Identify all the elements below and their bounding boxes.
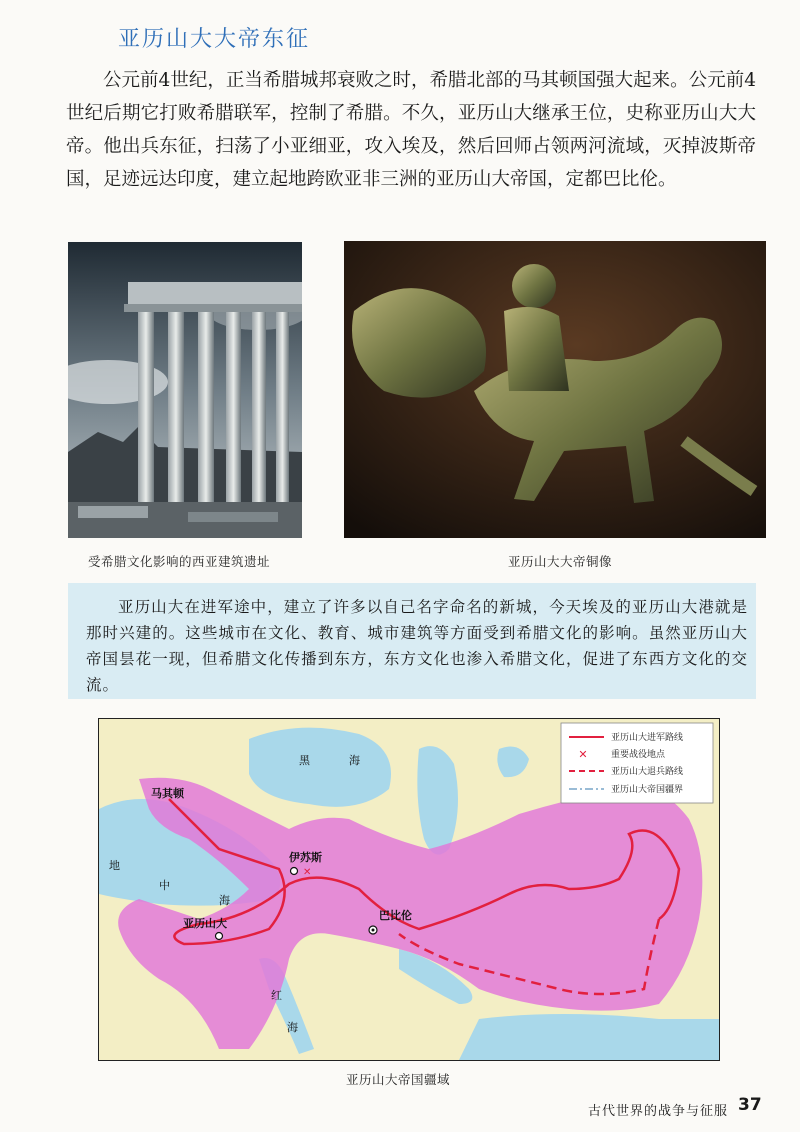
statue-photo (344, 241, 766, 538)
map-canvas (99, 719, 719, 1060)
black-sea-label-2: 海 (349, 754, 360, 767)
issus-marker (291, 868, 298, 875)
babylon-label: 巴比伦 (379, 909, 412, 922)
ruins-caption: 受希腊文化影响的西亚建筑遗址 (88, 554, 271, 569)
section-title: 亚历山大大帝东征 (118, 27, 311, 52)
alexandria-label: 亚历山大 (183, 917, 227, 930)
legend-retreat-route: 亚历山大退兵路线 (611, 767, 684, 777)
mediterranean-label-2: 中 (159, 879, 170, 892)
issus-label: 伊苏斯 (289, 851, 322, 864)
legend-border: 亚历山大帝国疆界 (611, 785, 684, 795)
red-sea-label-2: 海 (287, 1021, 298, 1034)
mediterranean-label-3: 海 (219, 894, 230, 907)
black-sea-label-1: 黑 (299, 754, 310, 767)
issus-battle-icon: ✕ (303, 867, 312, 878)
footer-book-title: 古代世界的战争与征服 (588, 1104, 729, 1119)
alexandria-marker (216, 933, 223, 940)
page-number: 37 (738, 1095, 762, 1115)
red-sea-label-1: 红 (271, 989, 282, 1002)
map-legend (561, 723, 713, 803)
arabian-sea-shape (459, 1014, 719, 1060)
empire-map (98, 718, 720, 1061)
legend-advance-route: 亚历山大进军路线 (611, 733, 684, 743)
battle-site-icon: ✕ (578, 748, 588, 761)
capital-icon (372, 929, 375, 932)
body-paragraph: 公元前4世纪，正当希腊城邦衰败之时，希腊北部的马其顿国强大起来。公元前4世纪后期它打败希腊联军，控制了希腊。不久，亚历山大继承王位，史称亚历山大大帝。他出兵东征，扫荡了小亚细亚，攻入埃及，然后回师占领两河流域，灭掉波斯帝国，足迹远达印度，建立起地跨欧亚非三洲的亚历山大帝国，定都巴比伦。 (66, 70, 756, 190)
statue-caption: 亚历山大大帝铜像 (508, 554, 613, 569)
note-text: 亚历山大在进军途中，建立了许多以自己名字命名的新城，今天埃及的亚历山大港就是那时兴建的。这些城市在文化、教育、城市建筑等方面受到希腊文化的影响。虽然亚历山大帝国昙花一现，但希腊文化传播到东方，东方文化也渗入希腊文化，促进了东西方文化的交流。 (86, 598, 748, 694)
map-caption: 亚历山大帝国疆域 (346, 1072, 451, 1087)
mediterranean-label-1: 地 (109, 859, 120, 872)
macedon-label: 马其顿 (151, 787, 184, 800)
ruins-photo (68, 242, 302, 538)
legend-battle-site: 重要战役地点 (611, 750, 666, 760)
